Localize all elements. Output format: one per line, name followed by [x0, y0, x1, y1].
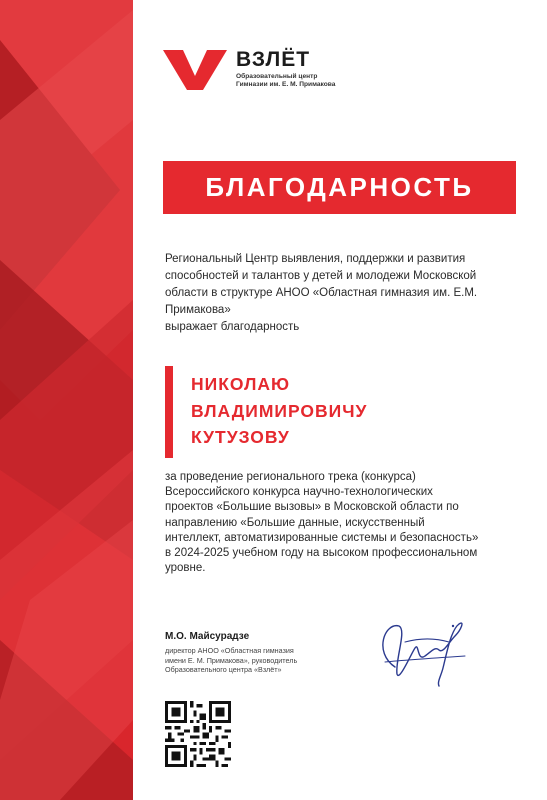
- recipient-name-line: ВЛАДИМИРОВИЧУ: [191, 400, 368, 421]
- reason-line: проектов «Большие вызовы» в Московской области по: [165, 501, 459, 514]
- intro-paragraph: [165, 251, 535, 336]
- intro-line: выражает благодарность: [165, 321, 300, 333]
- recipient-accent-bar: [165, 366, 173, 458]
- logo-subtitle-line: Образовательный центр: [236, 73, 318, 80]
- reason-line: интеллект, автоматизированные системы и безопасность»: [165, 531, 479, 544]
- reason-line: в 2024-2025 учебном году на высоком профессиональном: [165, 547, 478, 560]
- handwritten-signature: [365, 612, 475, 687]
- reason-line: направлению «Большие данные, искусственный: [165, 516, 425, 529]
- intro-line: способностей и талантов у детей и молодежи Московской: [165, 270, 477, 282]
- recipient-name-line: НИКОЛАЮ: [191, 374, 291, 394]
- certificate-title-banner: БЛАГОДАРНОСТЬ: [163, 161, 516, 214]
- signatory-role-line: Образовательного центра «Взлёт»: [165, 665, 282, 675]
- vzlet-logo: [163, 48, 363, 93]
- recipient-name: [191, 371, 367, 451]
- logo-subtitle: [236, 73, 335, 89]
- reason-line: уровне.: [165, 562, 206, 575]
- intro-line: области в структуре АНОО «Областная гимназия им. Е.М.: [165, 287, 478, 299]
- qr-code[interactable]: [165, 701, 231, 767]
- signatory-role-line: имени Е. М. Примакова», руководитель: [165, 655, 298, 665]
- vzlet-v-icon: [163, 50, 227, 90]
- intro-line: Региональный Центр выявления, поддержки и развития: [165, 253, 466, 265]
- decorative-red-band: [0, 0, 133, 800]
- logo-title: ВЗЛЁТ: [236, 48, 311, 71]
- intro-line: Примакова»: [165, 304, 231, 316]
- recipient-name-line: КУТУЗОВУ: [191, 427, 290, 447]
- signatory-name: М.О. Майсурадзе: [165, 631, 250, 642]
- signatory-role: [165, 646, 315, 675]
- signatory-role-line: директор АНОО «Областная гимназия: [165, 646, 294, 655]
- logo-subtitle-line: Гимназии им. Е. М. Примакова: [236, 81, 336, 88]
- reason-line: за проведение регионального трека (конкурса): [165, 471, 416, 483]
- reason-line: Всероссийского конкурса научно-технологических: [165, 486, 433, 499]
- reason-paragraph: [165, 470, 535, 576]
